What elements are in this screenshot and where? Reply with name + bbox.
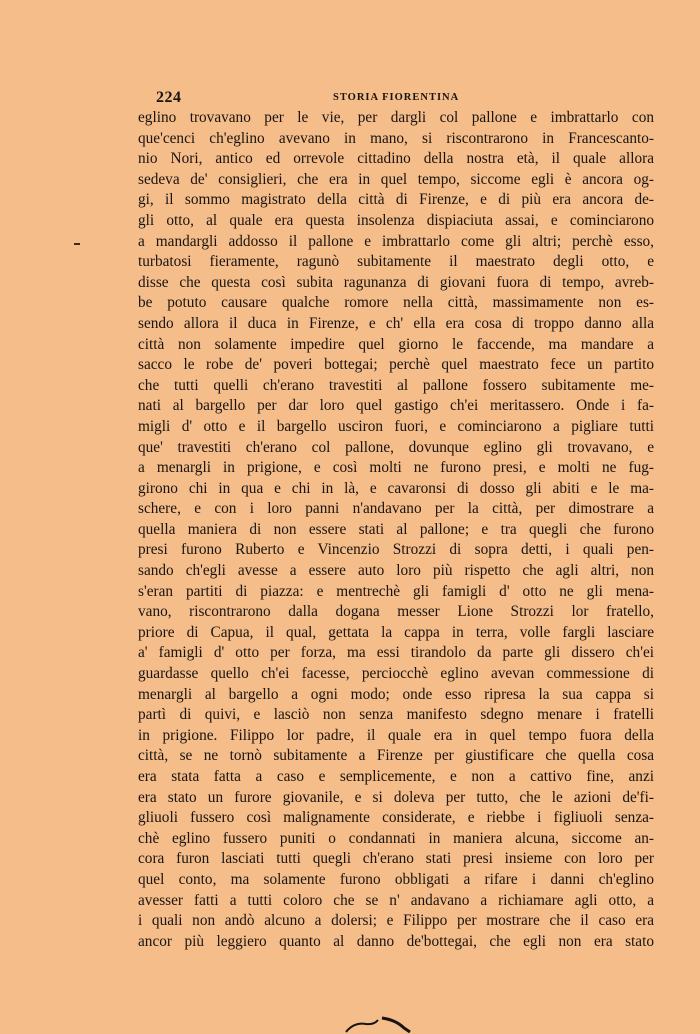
text-line: eglino trovavano per le vie, per dargli col pallone e imbrattarlo con (138, 109, 654, 126)
text-line: sedeva de' consiglieri, che era in quel tempo, siccome egli è ancora og- (138, 170, 654, 188)
text-line: città, se ne tornò subitamente a Firenze per giustificare che quella cosa (138, 747, 654, 765)
text-line: migli d' otto e il bargello usciron fuori, e cominciarono a pigliare tutti (138, 417, 654, 435)
text-line: schere, e con i loro panni n'andavano per la città, per dimostrare a (138, 500, 654, 518)
text-line: in prigione. Filippo lor padre, il quale era in quel tempo fuora della (138, 726, 654, 744)
text-line: nio Nori, antico ed orrevole cittadino della nostra età, il quale allora (138, 150, 654, 168)
text-line: presi furono Ruberto e Vincenzio Strozzi di sopra detti, i quali pen- (138, 541, 654, 559)
text-line: girono chi in qua e chi in là, e cavaronsi di dosso gli abiti e le ma- (138, 479, 654, 497)
text-line: menargli al bargello a ogni modo; onde esso ripresa la sua cappa si (138, 685, 654, 703)
text-line: a' famigli d' otto per forza, ma essi tirandolo da parte gli dissero ch'ei (138, 644, 654, 662)
text-line: que' travestiti ch'erano col pallone, dovunque eglino gli trovavano, e (138, 438, 654, 456)
text-line: i quali non andò alcuno a dolersi; e Filippo per mostrare che il caso era (138, 912, 654, 930)
text-line: turbatosi fieramente, ragunò subitamente il maestrato degli otto, e (138, 253, 654, 271)
text-line: era stato un furore giovanile, e si doleva per tutto, che le azioni de'fi- (138, 788, 654, 806)
text-line: nati al bargello per dar loro quel gastigo ch'ei meritassero. Onde i fa- (138, 397, 654, 415)
text-line: be potuto causare qualche romore nella città, massimamente non es- (138, 294, 654, 312)
text-line: sacco le robe de' poveri bottegai; perchè quel maestrato fece un partito (138, 356, 654, 374)
text-line: chè eglino fussero puniti o condannati in maniera alcuna, siccome an- (138, 829, 654, 847)
text-line: sando ch'egli avesse a essere auto loro più rispetto che agli altri, non (138, 562, 654, 580)
text-line: disse che questa così subita ragunanza di giovani fuora di tempo, avreb- (138, 273, 654, 291)
text-line: partì di quivi, e lasciò non senza manifesto sdegno menare i fratelli (138, 706, 654, 724)
text-line: era stata fatta a caso e semplicemente, e non a cattivo fine, anzi (138, 768, 654, 785)
text-line: gliuoli fussero così malignamente considerate, e riebbe i figliuoli senza- (138, 809, 654, 827)
text-line: vano, riscontrarono dalla dogana messer Lione Strozzi lor fratello, (138, 603, 654, 621)
text-line: que'cenci ch'eglino avevano in mano, si riscontrarono in Francescanto- (138, 129, 654, 147)
text-line: gi, il sommo magistrato della città di Firenze, e di più era ancora de- (138, 191, 654, 209)
text-line: avesser fatti a tutti coloro che se n' andavano a richiamare agli otto, a (138, 891, 654, 909)
text-line: che tutti quelli ch'erano travestiti al pallone fossero subitamente me- (138, 376, 654, 394)
text-line: a mandargli addosso il pallone e imbrattarlo come gli altri; perchè esso, (138, 232, 654, 250)
text-line: quel conto, ma solamente furono obbligati a rifare i danni ch'eglino (138, 870, 654, 888)
text-line: quella maniera di non essere stati al pallone; e tra quegli che furono (138, 520, 654, 538)
text-line: ancor più leggiero quanto al danno de'bottegai, che egli non era stato (138, 932, 654, 950)
page-number: 224 (156, 89, 182, 106)
running-title: STORIA FIORENTINA (333, 92, 460, 103)
text-line: gli otto, al quale era questa insolenza dispiaciuta assai, e cominciarono (138, 211, 654, 229)
margin-mark (74, 243, 80, 245)
text-line: s'eran partiti di piazza: e mentrechè gli famigli d' otto ne gli mena- (138, 582, 654, 600)
text-line: guardasse quello ch'ei facesse, perciocchè eglino avevan commessione di (138, 665, 654, 683)
text-line: a menargli in prigione, e così molti ne furono presi, e molti ne fug- (138, 459, 654, 477)
text-line: città non solamente impedire quel giorno le faccende, ma mandare a (138, 335, 654, 353)
text-line: sendo allora il duca in Firenze, e ch' ella era cosa di troppo danno alla (138, 314, 654, 332)
text-line: priore di Capua, il qual, gettata la cappa in terra, volle fargli lasciare (138, 623, 654, 641)
text-line: cora furon lasciati tutti quegli ch'erano stati presi insieme con loro per (138, 850, 654, 868)
ornament-flourish (344, 1014, 424, 1034)
page-header (0, 89, 700, 109)
body-text (138, 108, 654, 952)
